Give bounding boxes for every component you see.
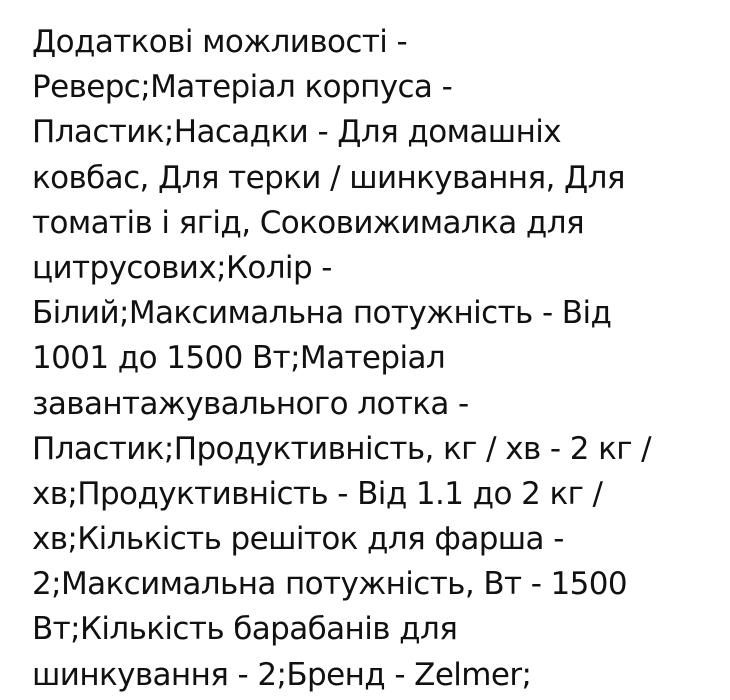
spec-line: завантажувального лотка -	[32, 385, 469, 422]
spec-line: 1001 до 1500 Вт;Матеріал	[32, 340, 446, 377]
spec-line: Вт;Кількість барабанів для	[32, 611, 458, 648]
spec-line: хв;Продуктивність - Від 1.1 до 2 кг /	[32, 475, 603, 512]
spec-line: Реверс;Матеріал корпуса -	[32, 69, 453, 106]
spec-line: шинкування - 2;Бренд - Zelmer;	[32, 656, 532, 693]
spec-line: томатів і ягід, Соковижималка для	[32, 204, 585, 241]
spec-line: хв;Кількість решіток для фарша -	[32, 521, 564, 558]
spec-line: Білий;Максимальна потужність - Від	[32, 295, 612, 332]
spec-line: Пластик;Продуктивність, кг / хв - 2 кг /	[32, 430, 651, 467]
spec-line: ковбас, Для терки / шинкування, Для	[32, 159, 625, 196]
spec-line: цитрусових;Колір -	[32, 249, 332, 286]
spec-line: Пластик;Насадки - Для домашніх	[32, 114, 561, 151]
spec-line: 2;Максимальна потужність, Вт - 1500	[32, 566, 628, 603]
product-specifications-text	[32, 20, 722, 698]
spec-line: Додаткові можливості -	[32, 24, 408, 60]
